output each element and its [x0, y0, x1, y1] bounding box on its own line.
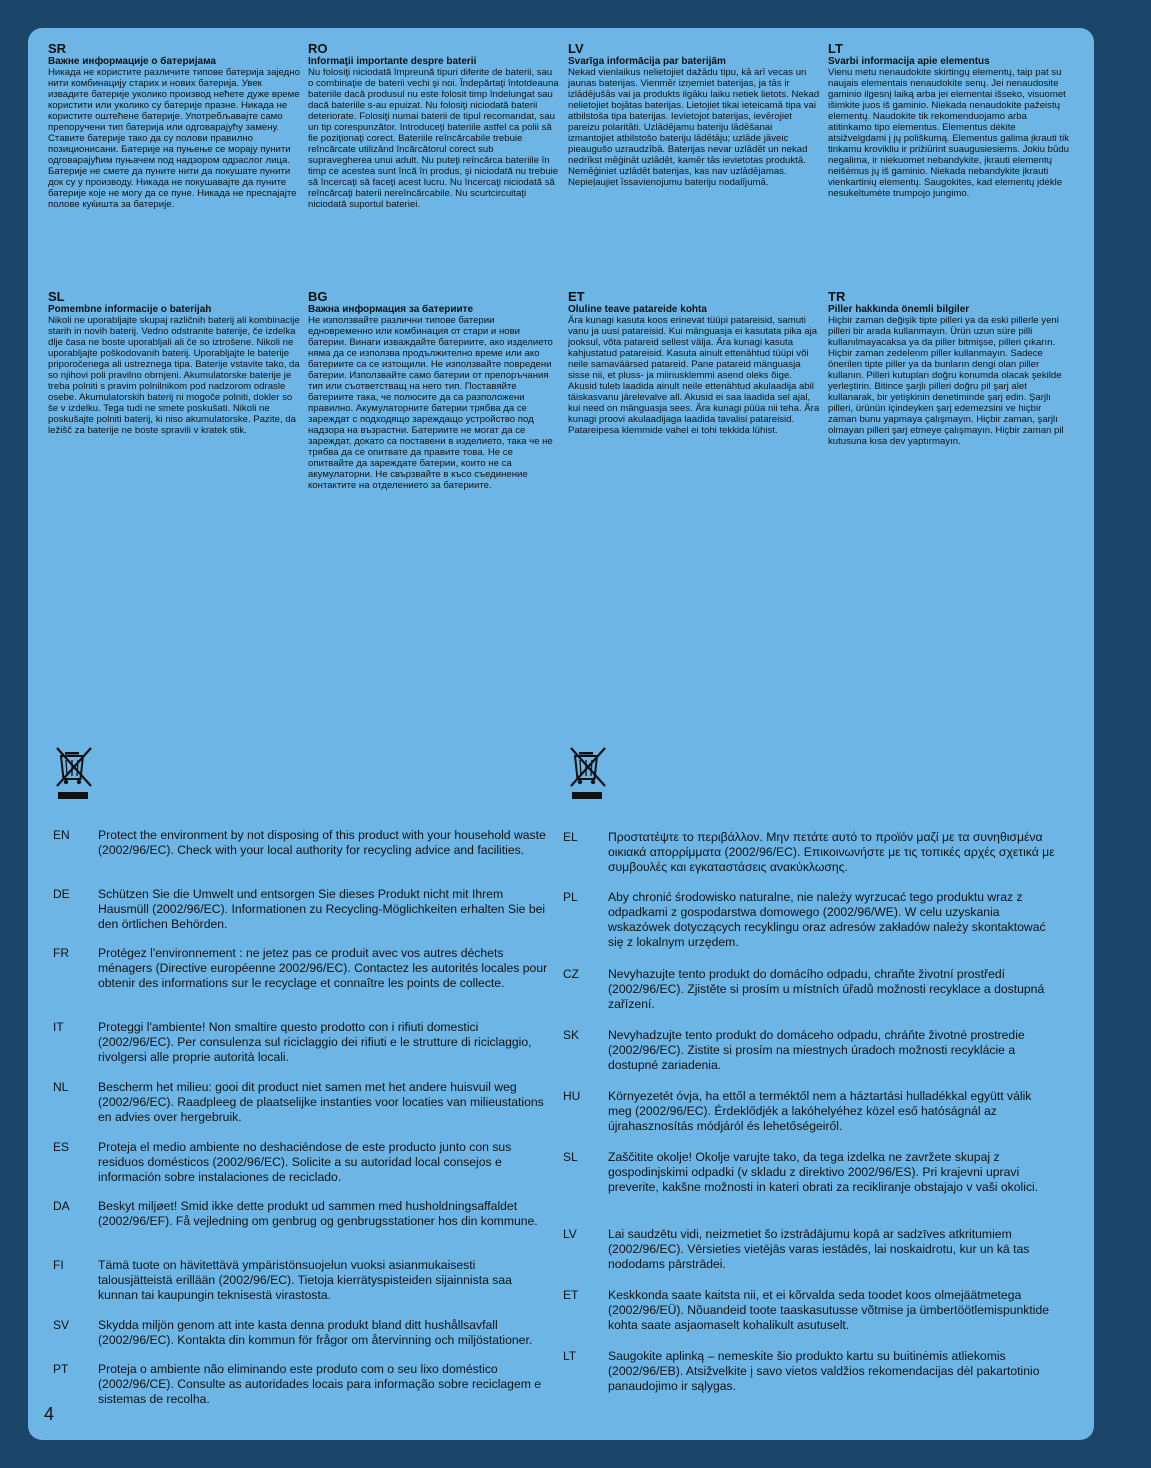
weee-entry-pl [563, 890, 1058, 967]
section-text: Ära kunagi kasuta koos erinevat tüüpi patareisid, samuti vanu ja uusi patareisid. Kui mänguasja ei kasutata pika aja jooksul, võta patareid sellest välja. Ära kunagi kasuta kahjustatud patareisid. Kasuta ainult ettenähtud tüüpi või neile samaväärsed patareid. Pane patareid mänguasja sisse nii, et pluss- ja miinusklemmi asend oleks õige. Akusid tuleb laadida ainult neile ettenähtud akulaadija abil täiskasvanu järelevalve all. Akusid ei saa laadida sel ajal, kui need on mänguasja sees. Ära kunagi püüa nii teha. Ära kunagi proovi akulaadijaga laadida tavalisi patareisid. Patareipesa klemmide vahel ei tohi tekkida lühist. [568, 315, 820, 436]
language-code: SL [48, 289, 65, 304]
language-code: SV [53, 1318, 70, 1332]
entry-text: Nevyhazujte tento produkt do domácího odpadu, chraňte životní prostředí (2002/96/EC). Zjistěte si prosím u místních úřadů možnosti recyklace a dostupná zařízení. [608, 967, 1045, 1011]
page-number: 4 [44, 1404, 55, 1424]
weee-entry-cz [563, 967, 1058, 1028]
language-code: TR [828, 289, 846, 304]
entry-text: Protégez l'environnement : ne jetez pas ce produit avec vos autres déchets ménagers (Directive européenne 2002/96/EC). Contactez les autorités locales pour obtenir des informations sur le recyclage et connaître les points de collecte. [98, 946, 548, 990]
weee-right-column [563, 830, 1058, 1394]
entry-text: Proteja el medio ambiente no deshaciéndose de este producto junto con sus residuos domésticos (2002/96/EC). Solicite a su autoridad local consejos e información sobre instalaciones de reciclado. [98, 1140, 512, 1184]
battery-section-lt [828, 42, 1078, 290]
language-code: EL [563, 830, 578, 844]
weee-entry-da [53, 1199, 553, 1258]
weee-entry-nl [53, 1080, 553, 1140]
entry-text: Proteja o ambiente não eliminando este produto com o seu lixo doméstico (2002/96/CE). Consulte as autoridades locais para informação sobre reciclagem e sistemas de recolha. [98, 1362, 542, 1406]
language-code: HU [563, 1089, 581, 1103]
entry-text: Schützen Sie die Umwelt und entsorgen Sie dieses Produkt nicht mit Ihrem Hausmüll (2002/96/EC). Informationen zu Recycling-Möglichkeiten erhalten Sie bei den örtlichen Behörden. [98, 887, 546, 931]
crossed-bin-icon [568, 746, 608, 802]
language-code: SL [563, 1150, 578, 1164]
entry-text: Skydda miljön genom att inte kasta denna produkt bland ditt hushållsavfall (2002/96/EC). Kontakta din kommun för frågor om återvinning och miljöstationer. [98, 1318, 533, 1347]
section-text: Hiçbir zaman değişik tipte pilleri ya da eski pillerle yeni pilleri bir arada kullanmayın. Ürün uzun süre pilli kullanılmayacaksa ya da piller bitmişse, pilleri çıkarın. Hiçbir zaman zedelenm piller kullanmayın. Sadece önerilen tipte piller ya da bunların dengi olan piller kullanın. Pilleri kutupları doğru konumda olacak şekilde yerleştirin. Bitince şarjlı pilleri doğru pil şarj alet kullanarak, bir yetişkinin denetiminde şarj edin. Şarjlı pilleri, ürünün içindeyken şarj edemezsini ve hiçbir zaman bunu yapmaya çalışmayın. Hiçbir zaman, şarjlı olmayan pilleri şarj etmeye çalışmayın. Hiçbir zaman pil kutusuna kısa dev yaptırmayın. [828, 315, 1064, 447]
weee-entry-it [53, 1020, 553, 1080]
language-code: LV [568, 41, 584, 56]
language-code: FR [53, 946, 69, 960]
entry-text: Προστατέψτε το περιβάλλον. Μην πετάτε αυτό το προϊόν μαζί με τα συνηθισμένα οικιακά απορρίμματα (2002/96/EC). Επικοινωνήστε με τις τοπικές αρχές σχετικά με συμβουλές και εγκαταστάσεις ανακύκλωσης. [608, 830, 1055, 874]
battery-info-grid [48, 42, 1078, 540]
entry-text: Saugokite aplinką – nemeskite šio produkto kartu su buitinėmis atliekomis (2002/96/EB). Atsižvelkite į savo vietos valdžios rekomendacijas dėl pakartotinio panaudojimo ir sąlygas. [608, 1349, 1040, 1393]
language-code: BG [308, 289, 328, 304]
weee-entry-lv [563, 1227, 1058, 1288]
battery-section-ro [308, 42, 568, 290]
section-title: Svarīga informācija par baterijām [568, 56, 726, 67]
language-code: EN [53, 828, 70, 842]
language-code: RO [308, 41, 328, 56]
section-title: Piller hakkında önemli bilgiler [828, 304, 970, 315]
language-code: LT [828, 41, 843, 56]
entry-text: Lai saudzētu vidi, neizmetiet šo izstrādājumu kopā ar sadzīves atkritumiem (2002/96/EC). Vērsieties vietējās varas iestādēs, lai noskaidrotu, kur un kā tas nododams pārstrādei. [608, 1227, 1030, 1271]
battery-section-sr [48, 42, 308, 290]
language-code: LV [563, 1227, 577, 1241]
weee-entry-fr [53, 946, 553, 1020]
weee-entry-es [53, 1140, 553, 1199]
weee-entry-fi [53, 1258, 553, 1318]
entry-text: Protect the environment by not disposing of this product with your household waste (2002/96/EC). Check with your local authority for recycling advice and facilities. [98, 828, 546, 857]
section-title: Важне информације о батеријама [48, 56, 216, 67]
section-title: Важна информация за батериите [308, 304, 474, 315]
weee-entry-hu [563, 1089, 1058, 1150]
weee-entry-et [563, 1288, 1058, 1349]
weee-entry-sk [563, 1028, 1058, 1089]
weee-disposal-section [28, 746, 1094, 1436]
entry-text: Nevyhadzujte tento produkt do domáceho odpadu, chráňte životné prostredie (2002/96/EC). Zistite si prosím na miestnych úradoch možnosti recyklácie a dostupné zariadenia. [608, 1028, 1025, 1072]
section-text: Vienu metu nenaudokite skirtingų elementų, taip pat su naujais elementais nenaudokite senų. Jei nenaudosite gaminio ilgesnį laiką arba jei elementai išseko, visuomet išimkite juos iš gaminio. Niekada nenaudokite pažeistų elementų. Naudokite tik rekomenduojamo arba atitinkamo tipo elementus. Elementus dėkite atsižvelgdami į jų poliškumą. Elementus galima įkrauti tik tinkamu krovikliu ir prižiūrint suaugusiesiems. Jokiu būdu negalima, ir niekuomet nebandykite, įkrauti elementų neišėmus jų iš gaminio. Niekada nebandykite įkrauti vienkartinių elementų. Saugokitės, kad elementų įdėkle nesukeltumėte trumpojo jungimo. [828, 67, 1070, 199]
language-code: FI [53, 1258, 64, 1272]
language-code: DA [53, 1199, 70, 1213]
language-code: ET [563, 1288, 579, 1302]
section-text: Nekad vienlaikus nelietojiet dažādu tipu, kā arī vecas un jaunas baterijas. Vienmēr izņemiet baterijas, ja tās ir izlādējušās vai ja produkts ilgāku laiku netiek lietots. Nekad nelietojiet bojātas baterijas. Lietojiet tikai ieteicamā tipa vai atbilstoša tipa baterijas. Ievietojot baterijas, ievērojiet pareizu polaritāti. Uzlādējamu bateriju lādēšanai izmantojiet atbilstošo bateriju lādētāju; uzlāde jāveic pieaugušo uzraudzībā. Baterijas nevar uzlādēt un nekad nedrīkst mēģināt uzlādēt, kamēr tās ievietotas produktā. Nemēģiniet uzlādēt baterijas, kas nav uzlādējamas. Nepieļaujiet īssavienojumu bateriju nodalījumā. [568, 67, 820, 188]
weee-entry-en [53, 828, 553, 887]
section-title: Pomembne informacije o baterijah [48, 304, 212, 315]
language-code: CZ [563, 967, 579, 981]
weee-entry-el [563, 830, 1058, 890]
entry-text: Beskyt miljøet! Smid ikke dette produkt ud sammen med husholdningsaffaldet (2002/96/EF). Få vejledning om genbrug og genbrugsstationer hos din kommune. [98, 1199, 538, 1228]
manual-page [28, 28, 1094, 1440]
entry-text: Környezetét óvja, ha ettől a terméktől nem a háztartási hulladékkal együtt válik meg (2002/96/EC). Érdeklődjék a lakóhelyéhez közel eső hatóságnál az újrahasznosítás módjáról és lehetőségeiről. [608, 1089, 1032, 1133]
section-text: Не използвайте различни типове батерии едновременно или комбинация от стари и нови батерии. Винаги изваждайте батериите, ако изделието няма да се използва продължително време или ако батериите са се изтощили. Не използвайте повредени батерии. Използвайте само батерии от препоръчания тип или съответстващ на него тип. Поставяйте батериите така, че полюсите да са разположени правилно. Акумулаторните батерии трябва да се зареждат с подходящо зареждащо устройство под надзора на възрастни. Батериите не могат да се зареждат, докато са поставени в изделието, така че не трябва да се опитвате да правите това. Не се опитвайте да зареждате батерии, които не са акумулаторни. Не свързвайте в късо съединение контактите на отделението за батериите. [308, 315, 553, 491]
battery-section-sl [48, 290, 308, 540]
weee-entry-sl [563, 1150, 1058, 1227]
entry-text: Aby chronić środowisko naturalne, nie należy wyrzucać tego produktu wraz z odpadkami z gospodarstwa domowego (2002/96/WE). W celu uzyskania wskazówek dotyczących recyklingu oraz adresów zakładów należy skontaktować się z lokalnym urzędem. [608, 890, 1046, 949]
language-code: DE [53, 887, 70, 901]
battery-section-et [568, 290, 828, 540]
section-text: Nikoli ne uporabljajte skupaj različnih baterij ali kombinacije starih in novih baterij. Vedno odstranite baterije, če izdelka dlje časa ne boste uporabljali ali če so iztrošene. Nikoli ne uporabljajte poškodovanih baterij. Uporabljajte le baterije priporočenega ali ustreznega tipa. Baterije vstavite tako, da so njihovi poli pravilno obrnjeni. Akumulatorske baterije je treba polniti s pravim polnilnikom pod nadzorom odrasle osebe. Akumulatorskih baterij ni mogoče polniti, dokler so še v izdelku. Tega tudi ne smete poskušati. Nikoli ne poskušajte polniti baterij, ki niso akumulatorske. Pazite, da ležišč za baterije ne boste spravili v kratek stik. [48, 315, 300, 436]
battery-section-lv [568, 42, 828, 290]
section-text: Nu folosiţi niciodată împreună tipuri diferite de baterii, sau o combinaţie de baterii vechi şi noi. Îndepărtaţi întotdeauna bateriile dacă produsul nu este folosit timp îndelungat sau dacă bateriile s-au epuizat. Nu folosiţi niciodată baterii deteriorate. Folosiţi numai baterii de tipul recomandat, sau un tip corespunzător. Introduceţi bateriile astfel ca polii să fie poziţionaţi corect. Bateriile reîncărcabile trebuie reîncărcate utilizând încărcătorul corect sub supravegherea unui adult. Nu puteţi reîncărca bateriile în timp ce acestea sunt încă în produs, şi niciodată nu trebuie să încercaţi să faceţi acest lucru. Nu încercaţi niciodată să reîncărcaţi baterii nereîncărcabile. Nu scurtcircuitaţi niciodată suportul bateriei. [308, 67, 559, 210]
language-code: IT [53, 1020, 64, 1034]
entry-text: Keskkonda saate kaitsta nii, et ei kõrvalda seda toodet koos olmejäätmetega (2002/96/EÜ). Nõuandeid toote taaskasutusse võtmise ja ümbertöötlemispunktide kohta saate asjaomaselt kohalikult asutuselt. [608, 1288, 1050, 1332]
entry-text: Proteggi l'ambiente! Non smaltire questo prodotto con i rifiuti domestici (2002/96/EC). Per consulenza sul riciclaggio dei rifiuti e le strutture di riciclaggio, rivolgersi alle proprie autorità locali. [98, 1020, 532, 1064]
battery-section-tr [828, 290, 1078, 540]
language-code: PL [563, 890, 578, 904]
language-code: LT [563, 1349, 577, 1363]
weee-entry-pt [53, 1362, 553, 1407]
section-title: Oluline teave patareide kohta [568, 304, 707, 315]
language-code: PT [53, 1362, 69, 1376]
entry-text: Zaščitite okolje! Okolje varujte tako, da tega izdelka ne zavržete skupaj z gospodinjskimi odpadki (v skladu z direktivo 2002/96/ES). Pri krajevni upravi preverite, kakšne možnosti in kateri obrati za recikliranje obstajajo v vaši okolici. [608, 1150, 1039, 1194]
language-code: ET [568, 289, 585, 304]
weee-entry-sv [53, 1318, 553, 1362]
language-code: ES [53, 1140, 70, 1154]
weee-left-column [53, 828, 553, 1407]
crossed-bin-icon [54, 746, 94, 802]
battery-section-bg [308, 290, 568, 540]
section-text: Никада не користите различите типове батерија заједно нити комбинацију старих и нових батерија. Увек извадите батерије уколико производ нећете дуже време користити или уколико су батерије празне. Никада не користите оштећене батерије. Употребљавајте само препоручени тип батерија или одговарајућу замену. Ставите батерије тако да су полови правилно позиционисани. Батерије на пуњење се морају пунити одговарајућим пуњачем под надзором одраслог лица. Батерије не смете да пуните нити да покушате пунити док су у производу. Никада не покушавајте да пуните батерије које не могу да се пуне. Никада не преспајајте полове куќишта за батерије. [48, 67, 300, 210]
weee-entry-de [53, 887, 553, 946]
language-code: NL [53, 1080, 69, 1094]
section-title: Svarbi informacija apie elementus [828, 56, 990, 67]
section-title: Informaţii importante despre baterii [308, 56, 477, 67]
language-code: SK [563, 1028, 580, 1042]
weee-entry-lt [563, 1349, 1058, 1394]
entry-text: Tämä tuote on hävitettävä ympäristönsuojelun vuoksi asianmukaisesti talousjätteistä erillään (2002/96/EC). Tietoja kierrätyspisteiden sijainnista saa kunnan tai kaupungin teknisestä virastosta. [98, 1258, 512, 1302]
entry-text: Bescherm het milieu: gooi dit product niet samen met het andere huisvuil weg (2002/96/EC). Raadpleeg de plaatselijke instanties voor locaties van milieustations en advies over hergebruik. [98, 1080, 544, 1124]
language-code: SR [48, 41, 67, 56]
